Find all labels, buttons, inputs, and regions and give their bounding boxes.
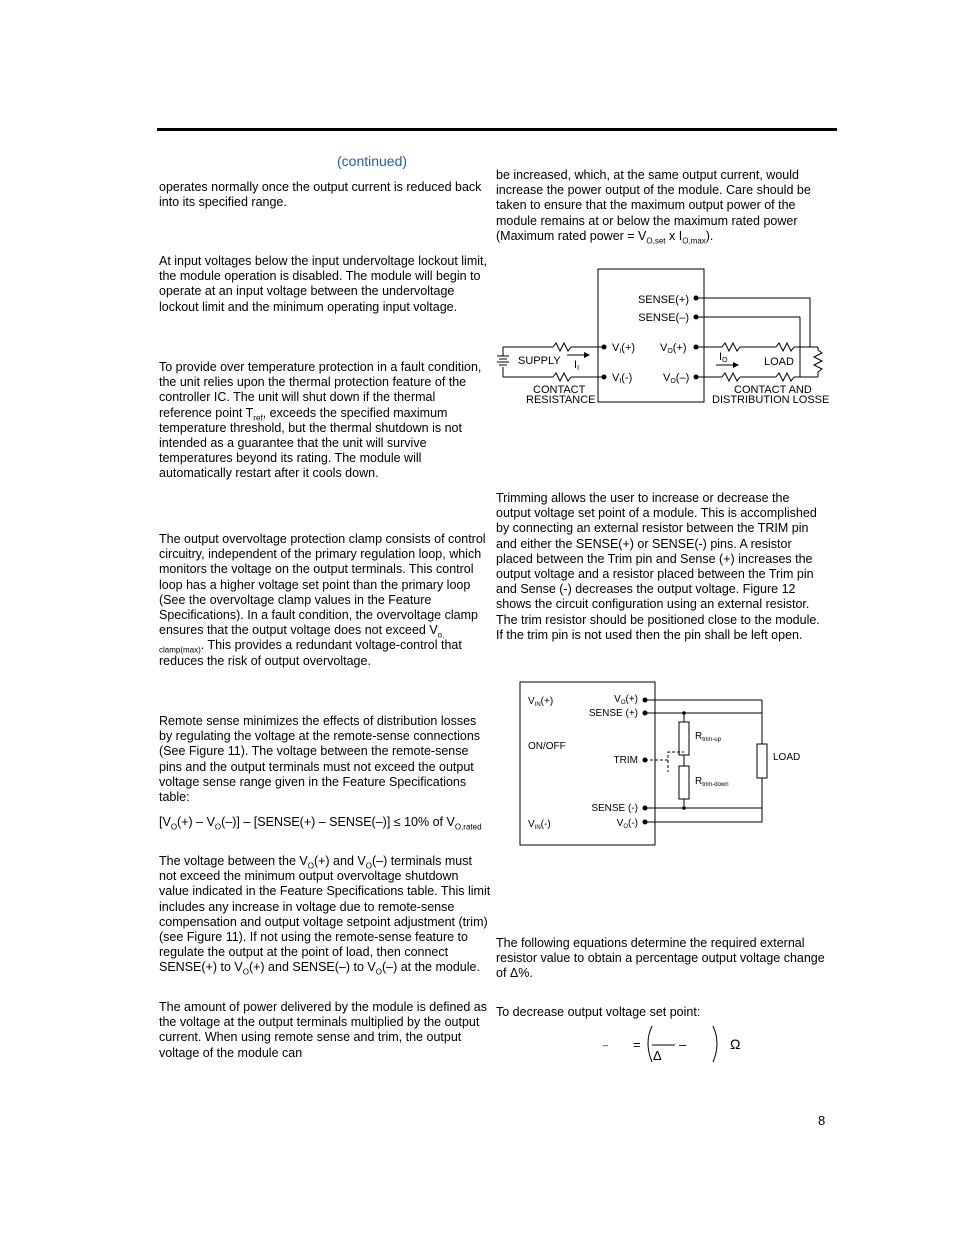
left-paragraph-overtemp: To provide over temperature protection in a fault condition, the unit relies upon the thermal protection feature of the controller IC. The unit will shut down if the thermal reference point $T_{ref}$, exceeds the specified maximum temperature threshold, but the thermal shutdown is not intended as a guarantee that the unit will survive temperatures beyond its rating. The module will automatically restart after it cools down.	[159, 360, 482, 481]
fig11-vo-plus: VO(+)	[660, 342, 687, 355]
fig12-vin-plus: $V_{IN}(+)$	[528, 696, 554, 708]
fig12-rtrim-up-label: $R_{trim-up}$	[695, 731, 721, 743]
fig11-supply-label: SUPPLY	[518, 355, 561, 367]
fig12-onoff: ON/OFF	[528, 741, 566, 752]
fig11-dist-label-2: DISTRIBUTION LOSSE	[712, 394, 830, 406]
left-paragraph-remote-sense: Remote sense minimizes the effects of distribution losses by regulating the voltage at the remote-sense connections (See Figure 11). The voltage between the remote-sense pins and the output terminals must not exceed the output voltage sense range given in the Feature Specifications table:	[159, 714, 481, 805]
formula-delta: Δ	[653, 1048, 662, 1063]
page-number: 8	[818, 1113, 826, 1128]
fig12-trim: TRIM	[613, 755, 638, 766]
fig11-io-label: IO	[719, 351, 728, 364]
right-paragraph-trim: Trimming allows the user to increase or decrease the output voltage set point of a module. This is accomplished by connecting an external resistor between the TRIM pin and either the SENSE(+) or SENSE(-) pins. A resistor placed between the Trim pin and Sense (+) increases the output voltage and a resistor placed between the Trim pin and Sense (-) decreases the output voltage. Figure 12 shows the circuit configuration using an external resistor. The trim resistor should be positioned close to the module. If the trim pin is not used then the pin shall be left open.	[496, 491, 820, 642]
right-paragraph-decrease: To decrease output voltage set point:	[496, 1005, 701, 1019]
left-paragraph-undervoltage: At input voltages below the input undervoltage lockout limit, the module operation is disabled. The module will begin to operate at an input voltage between the undervoltage lockout limit and the minimum operating input voltage.	[159, 254, 487, 314]
fig11-contact-label-2: RESISTANCE	[526, 394, 596, 406]
fig11-sense-minus: SENSE(–)	[638, 312, 689, 324]
formula-equals: =	[633, 1037, 641, 1052]
fig12-vo-minus: $V_O(-)$	[616, 818, 638, 830]
formula-sub-mark: –	[603, 1040, 609, 1050]
fig12-vin-minus: $V_{IN}(-)$	[528, 819, 551, 831]
fig11-sense-plus: SENSE(+)	[637, 294, 689, 306]
fig11-vi-plus: VI(+)	[612, 342, 636, 355]
fig12-rtrim-down-label: $R_{trim-down}$	[695, 776, 729, 788]
fig11-load-label: LOAD	[764, 356, 794, 368]
right-paragraph-power: be increased, which, at the same output current, would increase the power output of the module. Care should be taken to ensure that the maximum output power of the module remains at or below the maximum rated power (Maximum rated power = $V_{O,set}$ x $I_{O,max}$).	[496, 168, 811, 246]
fig11-ii-label: II	[574, 359, 580, 372]
fig12-vo-plus: $V_O(+)$	[614, 694, 638, 706]
fig12-load-label: LOAD	[773, 752, 801, 763]
fig11-vi-minus: VI(-)	[612, 372, 633, 385]
fig11-dist-label-1: CONTACT AND	[734, 384, 812, 396]
fig11-vo-minus: VO(–)	[663, 372, 690, 385]
fig11-contact-label-1: CONTACT	[533, 384, 586, 396]
continued-label: (continued)	[337, 153, 408, 169]
formula-left-paren	[648, 1026, 652, 1062]
formula-minus: –	[679, 1037, 687, 1052]
fig12-sense-plus: SENSE (+)	[588, 708, 638, 719]
fig12-sense-minus: SENSE (-)	[591, 803, 638, 814]
left-paragraph-voltage-limit: The voltage between the $V_O(+)$ and $V_O(-)$ terminals must not exceed the minimum output overvoltage shutdown value indicated in the Feature Specifications table. This limit includes any increase in voltage due to remote-sense compensation and output voltage setpoint adjustment (trim) (see Figure 11). If not using the remote-sense feature to regulate the output at the point of load, then connect SENSE(+) to $V_O(+)$ and SENSE(–) to $V_O(-)$ at the module.	[159, 854, 491, 977]
formula-right-paren	[713, 1026, 717, 1062]
left-paragraph-1: operates normally once the output current is reduced back into its specified range.	[159, 180, 482, 210]
left-paragraph-power: The amount of power delivered by the module is defined as the voltage at the output terminals multiplied by the output current. When using remote sense and trim, the output voltage of the module can	[159, 1000, 487, 1060]
remote-sense-equation: $[V_O(+) - V_O(-)]$ – [SENSE(+) – SENSE(–)] ≤ 10% of $V_{O,rated}$	[159, 815, 482, 832]
right-paragraph-equations: The following equations determine the required external resistor value to obtain a percentage output voltage change of Δ%.	[496, 936, 825, 981]
left-paragraph-ovp: The output overvoltage protection clamp consists of control circuitry, independent of the primary regulation loop, which monitors the voltage on the output terminals. This control loop has a higher voltage set point than the primary loop (See the overvoltage clamp values in the Feature Specifications). In a fault condition, the overvoltage clamp ensures that the output voltage does not exceed $V_{o, clamp(max)}$. This provides a redundant voltage-control that reduces the risk of output overvoltage.	[159, 532, 486, 668]
formula-omega: Ω	[730, 1036, 741, 1052]
